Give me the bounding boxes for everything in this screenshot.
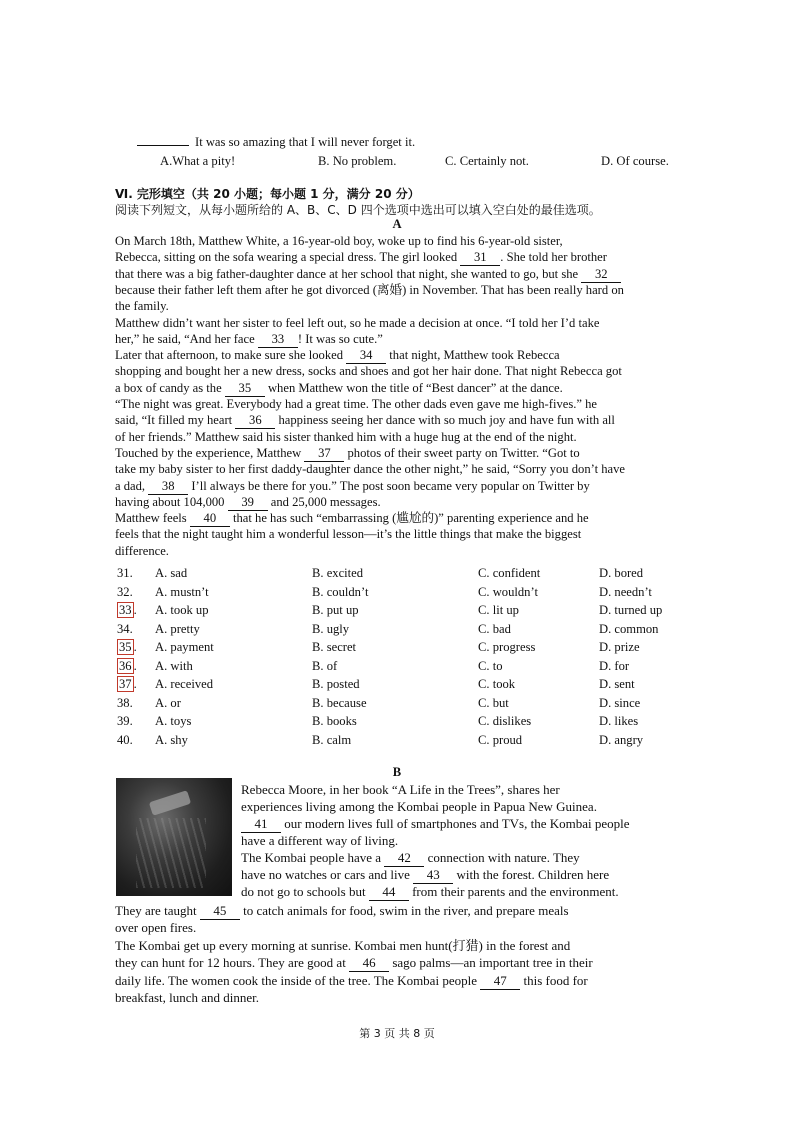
answer-blank: 39 — [228, 494, 268, 511]
line-text: with the forest. Children here — [453, 867, 610, 882]
option-d: D. bored — [599, 566, 644, 580]
answer-blank: 46 — [349, 954, 389, 972]
line-text: daily life. The women cook the inside of the tree. The Kombai people — [115, 972, 481, 988]
passage-line — [115, 298, 705, 314]
option-c: C. progress — [478, 640, 536, 654]
answer-blank: 47 — [480, 972, 520, 990]
passage-line — [115, 315, 705, 331]
passage-line — [115, 461, 705, 477]
line-text: Later that afternoon, to make sure she looked — [115, 348, 347, 363]
option-d: D. angry — [599, 732, 644, 747]
prev-option-b: B. No problem. — [318, 154, 397, 168]
option-c: C. but — [478, 695, 509, 710]
prev-question-stem: It was so amazing that I will never forget it. — [137, 135, 415, 150]
option-b: B. posted — [312, 677, 360, 691]
line-text: over open fires. — [115, 920, 197, 936]
line-text: a box of candy as the — [115, 380, 225, 395]
option-c: C. confident — [478, 566, 541, 580]
answer-blank: 43 — [413, 866, 453, 884]
line-text: that there was a big father-daughter dance at her school that night, she wanted to go, but she — [115, 266, 582, 281]
line-text: Rebecca, sitting on the sofa wearing a special dress. The girl looked — [115, 250, 461, 265]
passage-line — [241, 798, 713, 815]
question-row — [117, 733, 717, 751]
answer-blank: 32 — [581, 266, 621, 283]
prev-option-d: D. Of course. — [601, 154, 669, 168]
option-c: C. took — [478, 677, 516, 691]
answer-blank: 42 — [384, 849, 424, 867]
prev-option-c: C. Certainly not. — [445, 154, 529, 168]
question-number: 36 . — [119, 658, 137, 673]
line-text: Rebecca Moore, in her book “A Life in the Trees”, shares her — [241, 782, 560, 797]
question-number: 37 . — [119, 677, 137, 691]
passage-line — [115, 494, 705, 511]
question-number: 34. — [117, 621, 133, 636]
option-c: C. wouldn’t — [478, 584, 538, 599]
option-c: C. to — [478, 658, 503, 673]
line-text: her,” he said, “And her face — [115, 331, 258, 346]
question-row — [117, 659, 717, 677]
option-a: A. took up — [155, 603, 209, 617]
line-text: . She told her brother — [500, 250, 607, 265]
highlighted-question-number: 37 — [119, 677, 132, 691]
line-text: sago palms—an important tree in their — [389, 955, 593, 971]
option-d: D. prize — [599, 640, 640, 654]
line-text: The Kombai people have a — [241, 850, 385, 865]
prev-option-a: A.What a pity! — [160, 154, 236, 168]
highlighted-question-number: 33 — [119, 603, 132, 617]
question-row — [117, 714, 717, 732]
question-number: 35 . — [119, 640, 137, 654]
line-text: breakfast, lunch and dinner. — [115, 990, 260, 1005]
passage-line — [115, 412, 705, 429]
question-row — [117, 622, 717, 640]
answer-blank: 36 — [235, 412, 275, 429]
question-row — [117, 603, 717, 621]
option-a: A. sad — [155, 566, 188, 580]
passage-line — [241, 849, 713, 867]
answer-blank — [137, 145, 189, 146]
option-d: D. since — [599, 695, 641, 710]
answer-blank: 33 — [258, 331, 298, 348]
option-c: C. lit up — [478, 603, 519, 617]
line-text: take my baby sister to her first daddy-daughter dance the other night,” he said, “Sorry you don’t have — [115, 462, 626, 477]
line-text: when Matthew won the title of “Best dancer” at the dance. — [264, 380, 563, 395]
passage-line — [115, 429, 705, 445]
line-text: Touched by the experience, Matthew — [115, 445, 305, 460]
section-heading: Ⅵ. 完形填空（共 20 小题；每小题 1 分，满分 20 分） — [115, 187, 420, 201]
question-row — [117, 696, 717, 714]
option-d: D. needn’t — [599, 584, 652, 599]
passage-line — [115, 445, 705, 462]
answer-blank: 37 — [304, 445, 344, 462]
kombai-photo — [116, 778, 232, 896]
line-text: difference. — [115, 543, 169, 558]
option-a: A. with — [155, 658, 193, 673]
passage-line — [115, 972, 712, 990]
option-c: C. bad — [478, 621, 511, 636]
line-text: have a different way of living. — [241, 833, 399, 848]
question-number: 31. — [117, 566, 133, 580]
answer-blank: 35 — [225, 380, 265, 397]
option-d: D. common — [599, 621, 659, 636]
answer-blank: 40 — [190, 510, 230, 527]
highlighted-question-number: 36 — [119, 658, 132, 673]
line-text: do not go to schools but — [241, 884, 369, 899]
option-b: B. of — [312, 658, 338, 673]
passage-line — [115, 233, 705, 249]
option-b: B. put up — [312, 603, 359, 617]
line-text: Matthew didn’t want her sister to feel left out, so he made a decision at once. “I told her I’d take — [115, 315, 600, 330]
question-number: 40. — [117, 732, 133, 747]
line-text: they can hunt for 12 hours. They are good at — [115, 955, 350, 971]
option-b: B. secret — [312, 640, 357, 654]
passage-line — [241, 866, 713, 884]
line-text: They are taught — [115, 903, 200, 918]
passage-line — [241, 832, 713, 849]
option-c: C. proud — [478, 732, 523, 747]
passage-line — [241, 815, 713, 833]
passage-line — [115, 937, 712, 954]
answer-blank: 44 — [369, 883, 409, 901]
passage-line — [115, 380, 705, 397]
question-number: 32. — [117, 584, 133, 599]
option-a: A. shy — [155, 732, 188, 747]
line-text: our modern lives full of smartphones and TVs, the Kombai people — [281, 816, 630, 831]
answer-blank: 45 — [200, 902, 240, 920]
passage-b-label: B — [392, 765, 402, 779]
passage-line — [115, 282, 705, 298]
passage-line — [241, 781, 713, 798]
option-a: A. received — [155, 677, 214, 691]
passage-line — [115, 396, 705, 412]
option-b: B. because — [312, 695, 367, 710]
passage-line — [115, 363, 705, 379]
line-text: On March 18th, Matthew White, a 16-year-old boy, woke up to find his 6-year-old sister, — [115, 234, 563, 248]
line-text: and 25,000 messages. — [267, 494, 381, 509]
line-text: to catch animals for food, swim in the river, and prepare meals — [239, 903, 569, 918]
passage-line — [115, 478, 705, 495]
line-text: a dad, — [115, 478, 149, 493]
line-text: experiences living among the Kombai people in Papua New Guinea. — [241, 799, 597, 814]
option-a: A. mustn’t — [155, 584, 209, 599]
option-a: A. or — [155, 695, 181, 710]
answer-blank: 34 — [346, 347, 386, 364]
line-text: ! It was so cute.” — [297, 331, 383, 346]
line-text: photos of their sweet party on Twitter. “Got to — [344, 445, 580, 460]
option-b: B. couldn’t — [312, 584, 369, 599]
question-row — [117, 566, 717, 584]
option-d: D. turned up — [599, 603, 663, 617]
passage-line — [115, 249, 705, 266]
line-text: happiness seeing her dance with so much joy and have fun with all — [275, 413, 615, 428]
passage-line — [115, 526, 705, 542]
line-text: “The night was great. Everybody had a great time. The other dads even gave me high-fives.” he — [115, 397, 597, 411]
passage-line — [115, 266, 705, 283]
option-d: D. likes — [599, 714, 639, 728]
question-number: 38. — [117, 695, 133, 710]
option-b: B. books — [312, 714, 357, 728]
passage-line — [115, 510, 705, 527]
passage-line — [241, 883, 713, 901]
passage-line — [115, 954, 712, 972]
answer-blank: 31 — [460, 249, 500, 266]
option-a: A. toys — [155, 714, 192, 728]
question-row — [117, 640, 717, 658]
line-text: having about 104,000 — [115, 494, 228, 509]
passage-line — [115, 902, 712, 920]
option-a: A. pretty — [155, 621, 200, 636]
question-row — [117, 585, 717, 603]
line-text: shopping and bought her a new dress, socks and shoes and got her hair done. That night Rebecca got — [115, 364, 622, 379]
answer-blank: 41 — [241, 815, 281, 833]
section-instruction: 阅读下列短文，从每小题所给的 A、B、C、D 四个选项中选出可以填入空白处的最佳选项。 — [115, 203, 601, 217]
highlighted-question-number: 35 — [119, 640, 132, 654]
question-row — [117, 677, 717, 695]
option-b: B. excited — [312, 566, 364, 580]
question-number: 33 . — [119, 603, 137, 617]
passage-line — [115, 331, 705, 348]
line-text: this food for — [520, 972, 588, 988]
line-text: connection with nature. They — [424, 850, 580, 865]
option-c: C. dislikes — [478, 714, 532, 728]
line-text: feels that the night taught him a wonderful lesson—it’s the little things that make the biggest — [115, 527, 582, 542]
option-b: B. calm — [312, 732, 352, 747]
line-text: from their parents and the environment. — [408, 884, 619, 899]
line-text: I’ll always be there for you.” The post soon became very popular on Twitter by — [188, 478, 590, 493]
page-number: 第 3 页 共 8 页 — [359, 1027, 435, 1040]
line-text: that night, Matthew took Rebecca — [386, 348, 560, 363]
line-text: because their father left them after he got divorced (离婚) in November. That has been really hard on — [115, 282, 624, 297]
option-d: D. sent — [599, 677, 635, 691]
line-text: the family. — [115, 299, 169, 314]
line-text: said, “It filled my heart — [115, 413, 236, 428]
question-number: 39. — [117, 714, 133, 728]
answer-blank: 38 — [148, 478, 188, 495]
line-text: that he has such “embarrassing (尴尬的)” parenting experience and he — [229, 511, 589, 526]
passage-line — [115, 543, 705, 559]
line-text: have no watches or cars and live — [241, 867, 414, 882]
option-d: D. for — [599, 658, 630, 673]
option-a: A. payment — [155, 640, 214, 654]
line-text: Matthew feels — [115, 511, 190, 526]
passage-line — [115, 919, 712, 936]
passage-a-label: A — [392, 217, 402, 231]
line-text: The Kombai get up every morning at sunrise. Kombai men hunt(打猎) in the forest and — [115, 937, 571, 953]
option-b: B. ugly — [312, 621, 350, 636]
line-text: of her friends.” Matthew said his sister thanked him with a huge hug at the end of the night. — [115, 429, 577, 444]
passage-line — [115, 989, 712, 1006]
passage-line — [115, 347, 705, 364]
